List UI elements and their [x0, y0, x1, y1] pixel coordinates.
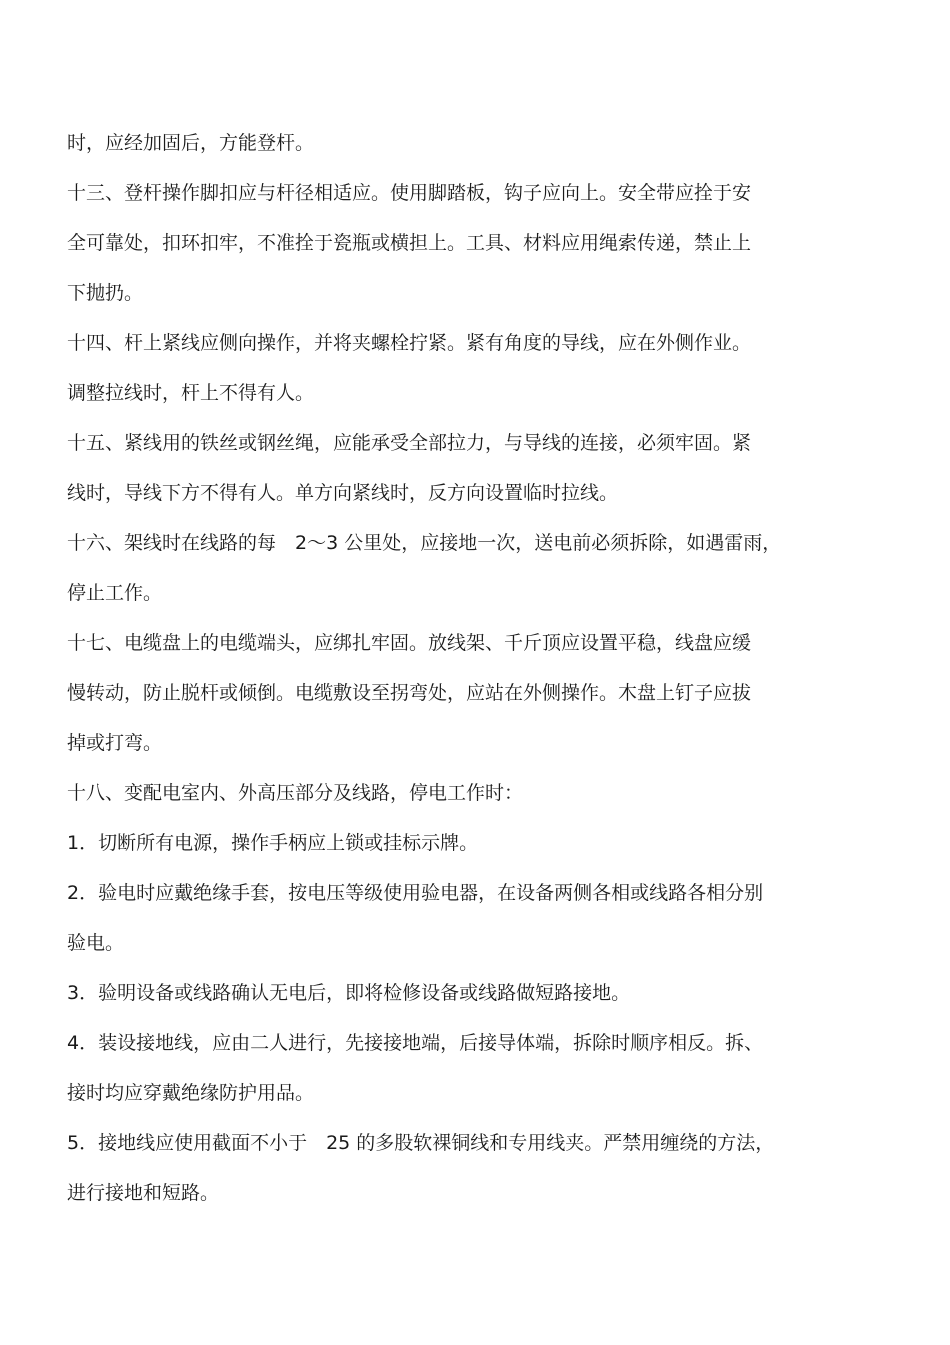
- text-line: 十四、杆上紧线应侧向操作，并将夹螺栓拧紧。紧有角度的导线，应在外侧作业。: [67, 332, 752, 354]
- paragraph: [67, 968, 887, 1018]
- paragraph: [67, 1018, 887, 1118]
- text-line: 十七、电缆盘上的电缆端头，应绑扎牢固。放线架、千斤顶应设置平稳，线盘应缓: [67, 632, 752, 654]
- text-line: 1．切断所有电源，操作手柄应上锁或挂标示牌。: [67, 832, 479, 854]
- text-line: 十三、登杆操作脚扣应与杆径相适应。使用脚踏板，钩子应向上。安全带应拴于安: [67, 182, 752, 204]
- paragraph: [67, 868, 887, 968]
- text-line: 下抛扔。: [67, 282, 144, 304]
- text-line: 停止工作。: [67, 582, 163, 604]
- text-line: 掉或打弯。: [67, 732, 163, 754]
- paragraph: [67, 1118, 887, 1218]
- text-line: 5．接地线应使用截面不小于 25 的多股软裸铜线和专用线夹。严禁用缠绕的方法，: [67, 1132, 775, 1154]
- text-line: 4．装设接地线，应由二人进行，先接接地端，后接导体端，拆除时顺序相反。拆、: [67, 1032, 764, 1054]
- text-line: 十八、变配电室内、外高压部分及线路，停电工作时：: [67, 782, 524, 804]
- paragraph: [67, 168, 887, 318]
- paragraph: [67, 618, 887, 768]
- text-line: 进行接地和短路。: [67, 1182, 220, 1204]
- paragraph: [67, 318, 887, 418]
- text-line: 接时均应穿戴绝缘防护用品。: [67, 1082, 315, 1104]
- paragraph: [67, 768, 887, 818]
- text-line: 全可靠处，扣环扣牢，不准拴于瓷瓶或横担上。工具、材料应用绳索传递，禁止上: [67, 232, 752, 254]
- text-line: 线时，导线下方不得有人。单方向紧线时，反方向设置临时拉线。: [67, 482, 619, 504]
- text-line: 时，应经加固后，方能登杆。: [67, 132, 315, 154]
- text-line: 十五、紧线用的铁丝或钢丝绳，应能承受全部拉力，与导线的连接，必须牢固。紧: [67, 432, 752, 454]
- document-body: [67, 118, 887, 1218]
- text-line: 调整拉线时，杆上不得有人。: [67, 382, 315, 404]
- text-line: 慢转动，防止脱杆或倾倒。电缆敷设至拐弯处，应站在外侧操作。木盘上钉子应拔: [67, 682, 752, 704]
- text-line: 验电。: [67, 932, 125, 954]
- paragraph: [67, 118, 887, 168]
- paragraph: [67, 418, 887, 518]
- paragraph: [67, 518, 887, 618]
- paragraph: [67, 818, 887, 868]
- text-line: 十六、架线时在线路的每 2～3 公里处，应接地一次，送电前必须拆除，如遇雷雨，: [67, 532, 782, 554]
- text-line: 2．验电时应戴绝缘手套，按电压等级使用验电器，在设备两侧各相或线路各相分别: [67, 882, 764, 904]
- text-line: 3．验明设备或线路确认无电后，即将检修设备或线路做短路接地。: [67, 982, 631, 1004]
